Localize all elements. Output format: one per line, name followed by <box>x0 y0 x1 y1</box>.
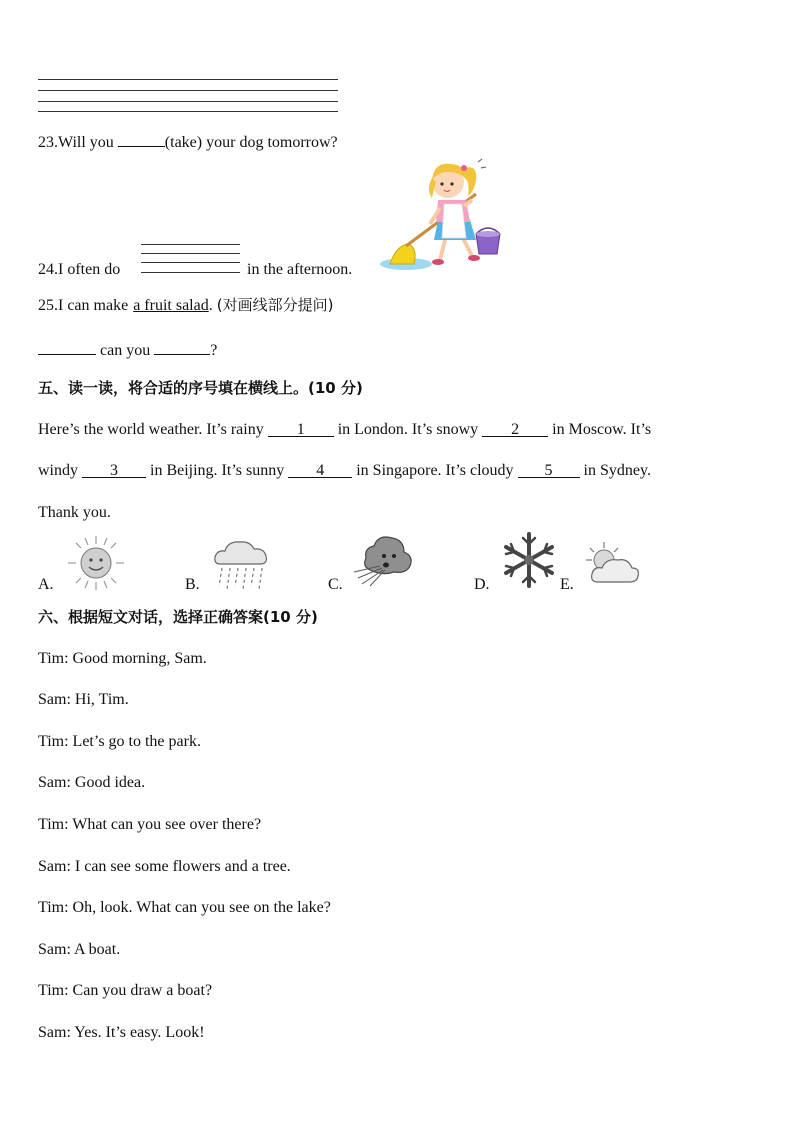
question-number: 23. <box>38 134 58 151</box>
option-b-label: B. <box>185 576 200 593</box>
section-5-paragraph-2: windy 3 in Beijing. It’s sunny 4 in Singapore. It’s cloudy 5 in Sydney. <box>38 462 651 479</box>
answer-blank-4[interactable]: 4 <box>288 461 352 478</box>
rain-cloud-icon <box>210 536 272 592</box>
section-5-title: 五、读一读，将合适的序号填在横线上。(10 分) <box>38 379 363 397</box>
answer-blank[interactable] <box>38 338 96 355</box>
underlined-phrase: a fruit salad <box>133 297 209 314</box>
answer-blank[interactable] <box>118 130 165 147</box>
dialogue-line: Tim: Let’s go to the park. <box>38 733 201 750</box>
sun-cloud-icon <box>584 540 642 590</box>
girl-mopping-icon <box>378 158 504 276</box>
answer-blank-1[interactable]: 1 <box>268 420 334 437</box>
dialogue-line: Sam: Hi, Tim. <box>38 691 129 708</box>
option-c-label: C. <box>328 576 343 593</box>
option-a-label: A. <box>38 576 54 593</box>
question-24-tail: in the afternoon. <box>247 261 353 278</box>
dialogue-line: Tim: Oh, look. What can you see on the lake? <box>38 899 331 916</box>
option-e-label: E. <box>560 576 574 593</box>
option-d-label: D. <box>474 576 490 593</box>
answer-blank-5[interactable]: 5 <box>518 461 580 478</box>
question-number: 25. <box>38 297 58 314</box>
section-6-title: 六、根据短文对话，选择正确答案(10 分) <box>38 608 318 626</box>
section-5-paragraph-3: Thank you. <box>38 504 111 521</box>
dialogue-line: Sam: I can see some flowers and a tree. <box>38 858 291 875</box>
sun-icon <box>64 534 128 592</box>
answer-blank-2[interactable]: 2 <box>482 420 548 437</box>
dialogue-line: Tim: What can you see over there? <box>38 816 262 833</box>
answer-blank[interactable] <box>154 338 210 355</box>
snowflake-icon <box>500 530 558 590</box>
wind-cloud-icon <box>352 530 422 590</box>
dialogue-line: Sam: A boat. <box>38 941 121 958</box>
question-25-answer: can you ? <box>38 338 217 361</box>
section-5-paragraph-1: Here’s the world weather. It’s rainy 1 in London. It’s snowy 2 in Moscow. It’s <box>38 421 652 438</box>
question-25: 25.I can make a fruit salad. (对画线部分提问) <box>38 296 334 314</box>
question-24: 24.I often do <box>38 261 121 278</box>
dialogue-line: Sam: Good idea. <box>38 774 146 791</box>
answer-blank-3[interactable]: 3 <box>82 461 146 478</box>
dialogue-line: Sam: Yes. It’s easy. Look! <box>38 1024 205 1041</box>
question-number: 24. <box>38 261 58 278</box>
instruction: (对画线部分提问) <box>216 296 334 314</box>
question-23: 23.Will you (take) your dog tomorrow? <box>38 130 338 153</box>
dialogue-line: Tim: Good morning, Sam. <box>38 650 207 667</box>
dialogue-line: Tim: Can you draw a boat? <box>38 982 213 999</box>
